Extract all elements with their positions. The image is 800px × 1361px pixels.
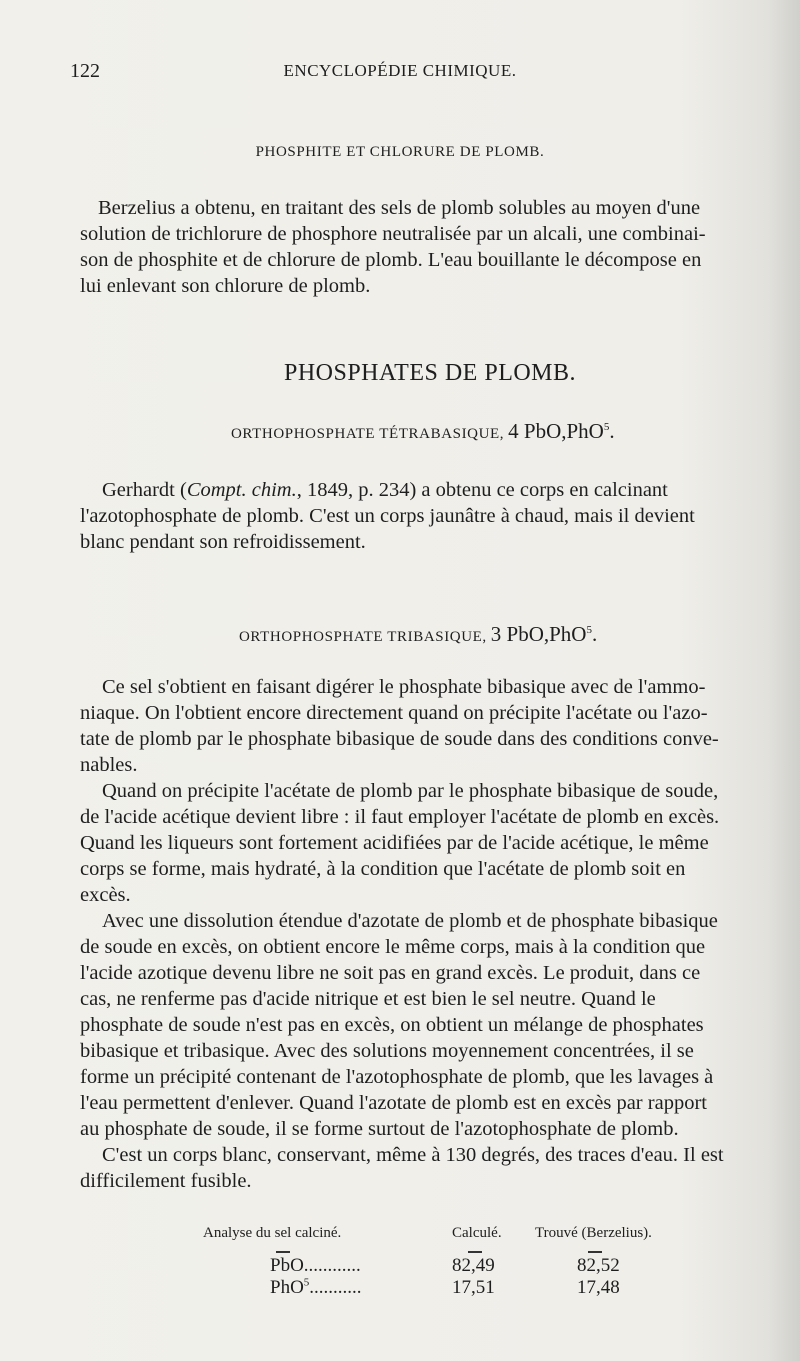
text-line: de soude en excès, on obtient encore le même corps, mais à la condition que	[80, 936, 706, 958]
table-row	[0, 1277, 800, 1301]
paragraph-tribasique-2	[80, 778, 782, 908]
header-dash	[588, 1251, 602, 1253]
calculated-value: 82,49	[452, 1255, 495, 1276]
text-line: tate de plomb par le phosphate bibasique de soude dans des conditions conve-	[80, 728, 719, 750]
running-header	[0, 60, 800, 84]
text-line: de l'acide acétique devient libre : il faut employer l'acétate de plomb en excès.	[80, 806, 720, 828]
text-line: nables.	[80, 754, 138, 776]
calculated-value: 17,51	[452, 1277, 495, 1298]
text-line: Quand on précipite l'acétate de plomb par le phosphate bibasique de soude,	[102, 780, 719, 802]
text-line: cas, ne renferme pas d'acide nitrique et est bien le sel neutre. Quand le	[80, 988, 656, 1010]
text-line: au phosphate de soude, il se forme surtout de l'azotophosphate de plomb.	[80, 1118, 679, 1140]
text-line: lui enlevant son chlorure de plomb.	[80, 275, 371, 297]
row-label: PhO$^5$...........	[270, 1276, 362, 1298]
text-line: bibasique et tribasique. Avec des solutions moyennement concentrées, il se	[80, 1040, 694, 1062]
text-line: solution de trichlorure de phosphore neutralisée par un alcali, une combinai-	[80, 223, 706, 245]
table-row	[0, 1255, 800, 1279]
table-header: Analyse du sel calciné.	[203, 1225, 342, 1241]
found-value: 17,48	[577, 1277, 620, 1298]
header-dash	[276, 1251, 290, 1253]
text-line: l'acide azotique devenu libre ne soit pas en grand excès. Le produit, dans ce	[80, 962, 701, 984]
text-line: corps se forme, mais hydraté, à la condition que l'acétate de plomb soit en	[80, 858, 686, 880]
running-title: ENCYCLOPÉDIE CHIMIQUE.	[283, 61, 517, 80]
table-header: Trouvé (Berzelius).	[535, 1225, 652, 1241]
section-heading-phosphates: PHOSPHATES DE PLOMB.	[283, 360, 577, 386]
text-line: blanc pendant son refroidissement.	[80, 531, 366, 553]
section-heading-phosphite: PHOSPHITE ET CHLORURE DE PLOMB.	[255, 144, 545, 160]
text-line: phosphate de soude n'est pas en excès, on obtient un mélange de phosphates	[80, 1014, 704, 1036]
text-line: forme un précipité contenant de l'azotophosphate de plomb, que les lavages à	[80, 1066, 714, 1088]
subheading-label: ORTHOPHOSPHATE TRIBASIQUE,	[239, 629, 487, 645]
paragraph-tribasique-1	[80, 674, 782, 778]
paragraph-tribasique-3	[80, 908, 782, 1142]
chemical-formula: 3 PbO,PhO$^5$.	[490, 622, 598, 646]
text-line: difficilement fusible.	[80, 1170, 252, 1192]
text-line: Gerhardt (Compt. chim., 1849, p. 234) a obtenu ce corps en calcinant	[102, 479, 668, 501]
chemical-formula: 4 PbO,PhO$^5$.	[508, 419, 615, 443]
subheading-tribasique	[239, 622, 597, 647]
citation-title: Compt. chim.	[186, 479, 297, 501]
text-line: niaque. On l'obtient encore directement quand on précipite l'acétate ou l'azo-	[80, 702, 708, 724]
subheading-label: ORTHOPHOSPHATE TÉTRABASIQUE,	[231, 426, 505, 442]
paragraph-phosphite	[80, 195, 782, 299]
page-number: 122	[70, 60, 100, 82]
text-line: Quand les liqueurs sont fortement acidifiées par de l'acide acétique, le même	[80, 832, 709, 854]
text-line: Ce sel s'obtient en faisant digérer le phosphate bibasique avec de l'ammo-	[102, 676, 706, 698]
table-header: Calculé.	[452, 1225, 502, 1241]
paragraph-tribasique-4	[80, 1142, 782, 1194]
text-line: C'est un corps blanc, conservant, même à 130 degrés, des traces d'eau. Il est	[102, 1144, 724, 1166]
row-label: PbO............	[270, 1255, 361, 1276]
subheading-tetrabasique	[231, 419, 615, 444]
header-dash	[468, 1251, 482, 1253]
text-line: l'azotophosphate de plomb. C'est un corps jaunâtre à chaud, mais il devient	[80, 505, 695, 527]
text-line: excès.	[80, 884, 131, 906]
text-line: Avec une dissolution étendue d'azotate de plomb et de phosphate bibasique	[102, 910, 718, 932]
text-line: l'eau permettent d'enlever. Quand l'azotate de plomb est en excès par rapport	[80, 1092, 707, 1114]
found-value: 82,52	[577, 1255, 620, 1276]
paragraph-gerhardt	[80, 477, 782, 555]
text-line: son de phosphite et de chlorure de plomb. L'eau bouillante le décompose en	[80, 249, 702, 271]
text-line: Berzelius a obtenu, en traitant des sels de plomb solubles au moyen d'une	[98, 197, 701, 219]
